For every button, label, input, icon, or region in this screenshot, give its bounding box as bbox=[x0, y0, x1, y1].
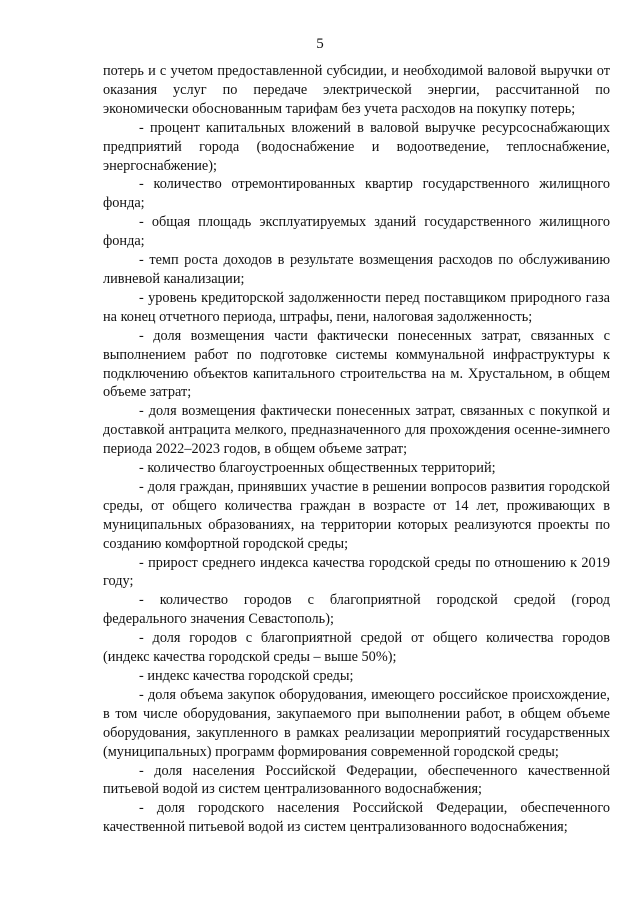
list-item: - количество городов с благоприятной городской средой (город федерального значения Севастополь); bbox=[103, 592, 610, 628]
page-number: 5 bbox=[316, 36, 324, 52]
list-item: - доля населения Российской Федерации, обеспеченного качественной питьевой водой из систем централизованного водоснабжения; bbox=[103, 762, 610, 798]
list-item: - доля объема закупок оборудования, имеющего российское происхождение, в том числе оборудования, закупаемого при выполнении работ, в общем объеме оборудования, закупленного в рамках реализации мероприятий государственных (муниципальных) программ формирования современной городской среды; bbox=[103, 686, 610, 760]
list-item: - доля городского населения Российской Федерации, обеспеченного качественной питьевой водой из систем централизованного водоснабжения; bbox=[103, 800, 610, 836]
paragraph-continuation: потерь и с учетом предоставленной субсидии, и необходимой валовой выручки от оказания услуг по передаче электрической энергии, рассчитанной по экономически обоснованным тарифам без учета расходов на покупку потерь; bbox=[103, 63, 610, 117]
list-item: - индекс качества городской среды; bbox=[139, 668, 354, 684]
document-body bbox=[103, 62, 610, 837]
list-item: - процент капитальных вложений в валовой выручке ресурсоснабжающих предприятий города (водоснабжение и водоотведение, теплоснабжение, энергоснабжение); bbox=[103, 119, 610, 174]
list-item: - уровень кредиторской задолженности перед поставщиком природного газа на конец отчетного периода, штрафы, пени, налоговая задолженность; bbox=[103, 289, 610, 325]
list-item: - темп роста доходов в результате возмещения расходов по обслуживанию ливневой канализации; bbox=[103, 252, 610, 287]
list-item: - доля городов с благоприятной средой от общего количества городов (индекс качества городской среды – выше 50%); bbox=[103, 630, 610, 666]
list-item: - доля граждан, принявших участие в решении вопросов развития городской среды, от общего количества граждан в возрасте от 14 лет, проживающих в муниципальных образованиях, на территории которых реализуются проекты по созданию комфортной городской среды; bbox=[103, 478, 610, 552]
list-item: - доля возмещения фактически понесенных затрат, связанных с покупкой и доставкой антрацита мелкого, предназначенного для прохождения осенне-зимнего периода 2022–2023 годов, в общем объеме затрат; bbox=[103, 403, 610, 458]
list-item: - доля возмещения части фактически понесенных затрат, связанных с выполнением работ по подготовке системы коммунальной инфраструктуры к подключению объектов капитального строительства на м. Хрустальном, в общем объеме затрат; bbox=[103, 327, 610, 401]
list-item: - прирост среднего индекса качества городской среды по отношению к 2019 году; bbox=[103, 554, 610, 590]
list-item: - количество отремонтированных квартир государственного жилищного фонда; bbox=[103, 176, 610, 212]
list-item: - количество благоустроенных общественных территорий; bbox=[139, 460, 496, 477]
list-item: - общая площадь эксплуатируемых зданий государственного жилищного фонда; bbox=[103, 214, 610, 250]
